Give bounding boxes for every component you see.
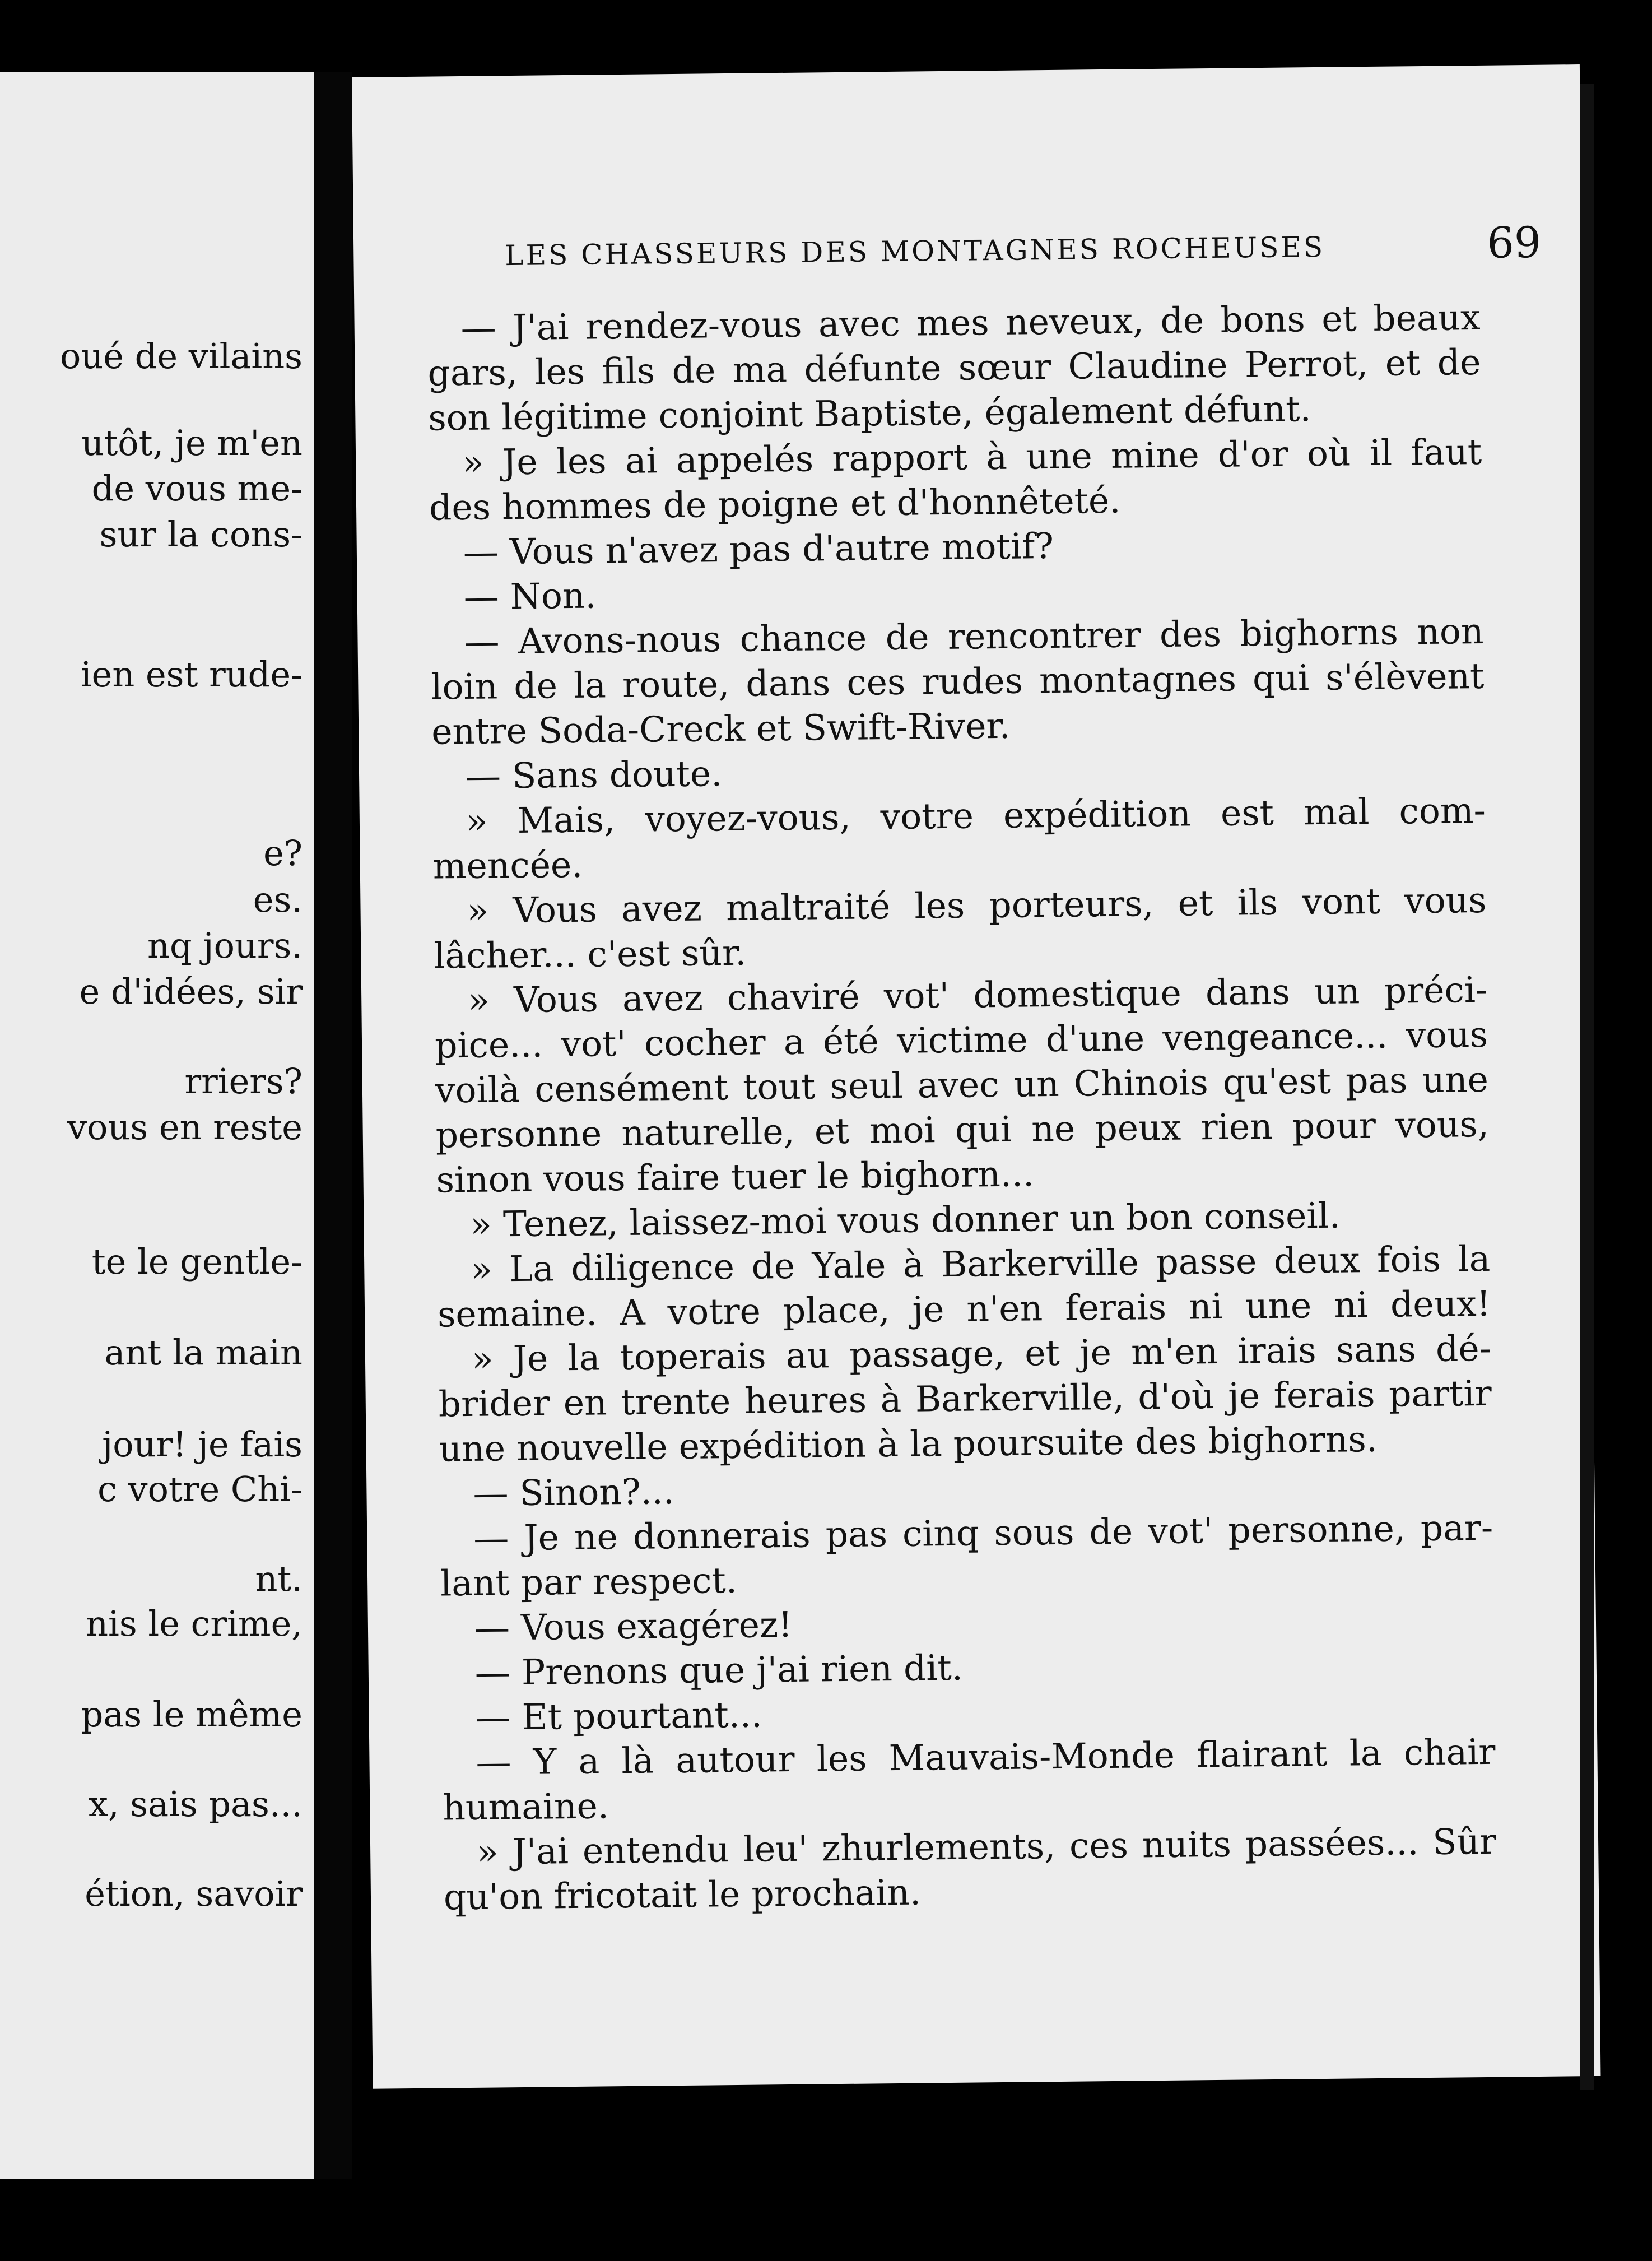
text-line: — Je ne donnerais pas cinq sous de vot' personne, par- — [473, 1507, 1493, 1559]
left-page — [0, 72, 314, 2179]
left-page-line: x, sais pas... — [88, 1784, 303, 1824]
text-line: — J'ai rendez-vous avec mes neveux, de bons et beaux — [460, 296, 1481, 349]
text-line: mencée. — [432, 844, 583, 887]
left-page-line: jour! je fais — [102, 1424, 303, 1465]
left-page-line: nq jours. — [147, 925, 303, 966]
text-line: » Je les ai appelés rapport à une mine d'or où il faut — [462, 431, 1482, 483]
left-page-line: étion, savoir — [85, 1873, 303, 1914]
text-line: » Vous avez chaviré vot' domestique dans un préci- — [467, 969, 1488, 1021]
left-page-line: vous en reste — [67, 1107, 303, 1148]
left-page-line: oué de vilains — [60, 336, 303, 377]
text-line: — Vous n'avez pas d'autre motif? — [463, 525, 1054, 573]
left-page-line: de vous me- — [91, 468, 303, 509]
book-gutter — [314, 72, 352, 2179]
text-line: son légitime conjoint Baptiste, également défunt. — [427, 388, 1311, 439]
left-page-line: e d'idées, sir — [79, 971, 303, 1012]
text-line: » Mais, voyez-vous, votre expédition est mal com- — [466, 790, 1486, 842]
running-title: LES CHASSEURS DES MONTAGNES ROCHEUSES — [505, 230, 1325, 272]
left-page-line: c votre Chi- — [97, 1469, 303, 1510]
text-line: — Avons-nous chance de rencontrer des bighorns non — [464, 610, 1484, 662]
text-line: lant par respect. — [440, 1559, 738, 1604]
text-line: personne naturelle, et moi qui ne peux rien pour vous, — [435, 1103, 1490, 1156]
text-line: loin de la route, dans ces rudes montagnes qui s'élèvent — [431, 655, 1485, 708]
text-line: qu'on fricotait le prochain. — [443, 1872, 922, 1918]
left-page-line: e? — [263, 833, 303, 874]
page-edge-shadow — [1580, 84, 1594, 2090]
text-line: humaine. — [442, 1785, 609, 1828]
text-line: — Y a là autour les Mauvais-Monde flairant la chair — [476, 1731, 1496, 1783]
text-line: — Sinon?... — [473, 1471, 675, 1514]
text-line: — Sans doute. — [465, 753, 723, 797]
text-line: voilà censément tout seul avec un Chinois qu'est pas une — [435, 1058, 1489, 1111]
text-line: brider en trente heures à Barkerville, d'où je ferais partir — [438, 1372, 1492, 1425]
body-text — [427, 295, 1497, 1920]
text-line: gars, les fils de ma défunte sœur Claudine Perrot, et de — [427, 341, 1481, 394]
text-line: une nouvelle expédition à la poursuite des bighorns. — [439, 1418, 1378, 1470]
left-page-line: es. — [253, 879, 303, 920]
left-page-line: pas le même — [81, 1694, 303, 1735]
left-page-line: sur la cons- — [99, 514, 303, 555]
text-line: pice... vot' cocher a été victime d'une vengeance... vous — [434, 1014, 1488, 1066]
text-line: » Tenez, laissez-moi vous donner un bon conseil. — [470, 1195, 1341, 1245]
left-page-line: ant la main — [104, 1332, 303, 1373]
text-line: entre Soda-Creck et Swift-River. — [431, 705, 1011, 753]
right-page — [352, 64, 1600, 2089]
running-head — [505, 217, 1542, 284]
text-line: des hommes de poigne et d'honnêteté. — [429, 480, 1121, 528]
text-line: — Vous exagérez! — [474, 1604, 793, 1649]
text-line: » Vous avez maltraité les porteurs, et ils vont vous — [467, 879, 1487, 931]
left-page-line: rriers? — [184, 1061, 303, 1102]
text-line: — Et pourtant... — [475, 1694, 763, 1738]
left-page-line: ien est rude- — [80, 654, 303, 695]
text-line: » La diligence de Yale à Barkerville passe deux fois la — [470, 1238, 1491, 1290]
left-page-line: nis le crime, — [86, 1603, 303, 1644]
text-line: » Je la toperais au passage, et je m'en irais sans dé- — [471, 1327, 1492, 1380]
text-line: » J'ai entendu leu' zhurlements, ces nuits passées... Sûr — [476, 1821, 1497, 1873]
left-page-line: te le gentle- — [91, 1241, 303, 1282]
page-number: 69 — [1487, 217, 1542, 268]
left-page-line: utôt, je m'en — [81, 423, 303, 463]
text-line: sinon vous faire tuer le bighorn... — [436, 1153, 1035, 1201]
text-line: — Non. — [463, 575, 597, 618]
text-line: semaine. A votre place, je n'en ferais ni une ni deux! — [437, 1283, 1491, 1335]
text-line: — Prenons que j'ai rien dit. — [474, 1647, 964, 1693]
left-page-line: nt. — [255, 1558, 303, 1599]
text-line: lâcher... c'est sûr. — [434, 932, 747, 977]
